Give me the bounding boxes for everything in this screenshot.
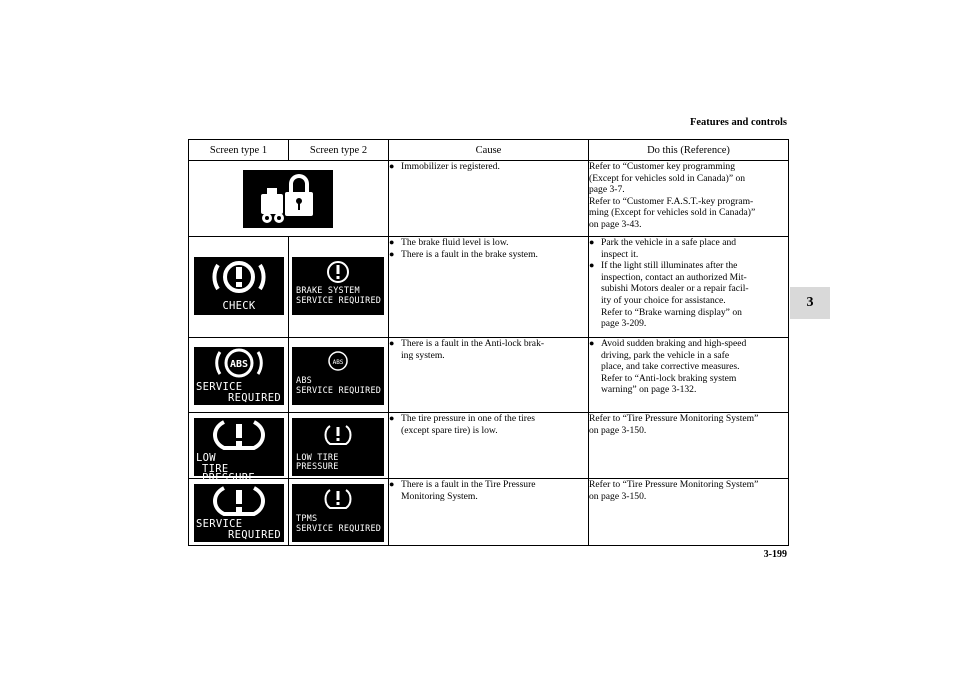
screen-label: SERVICE REQUIRED: [296, 386, 382, 396]
table-row: [189, 161, 789, 237]
dothis-cell: ● Avoid sudden braking and high-speed driving, park the vehicle in a safe place, and take corrective measures. Refer to “Anti-lock braking system warning” on page 3-132.: [589, 338, 789, 413]
immobilizer-screen: [243, 170, 333, 228]
screen-cell: [189, 413, 289, 484]
tire-pressure-icon: [292, 418, 384, 450]
bullet-icon: ●: [589, 338, 595, 348]
screen-label: SERVICE: [196, 518, 243, 530]
dothis-cell: Refer to “Customer key programming (Except for vehicles sold in Canada)” on page 3-7. Refer to “Customer F.A.S.T.-key program- ming (Except for vehicles sold in Canada)” on page 3-43.: [589, 161, 789, 237]
cause-cell: ● There is a fault in the Anti-lock brak- ing system.: [389, 338, 589, 413]
table-row: [189, 413, 789, 479]
screen-cell: [289, 237, 389, 338]
cause-cell: ● There is a fault in the Tire Pressure Monitoring System.: [389, 479, 589, 546]
screen-label: TPMS: [296, 514, 318, 524]
screen-cell: [289, 338, 389, 413]
column-header: Screen type 2: [289, 140, 389, 161]
screen-label: REQUIRED: [228, 392, 281, 404]
page-number: 3-199: [763, 549, 787, 560]
chapter-number: 3: [806, 295, 814, 310]
bullet-icon: ●: [389, 248, 395, 259]
screen-label: CHECK: [222, 300, 256, 312]
brake-check-screen: [194, 257, 284, 315]
screen-label: SERVICE REQUIRED: [296, 524, 382, 534]
page-header-title: Features and controls: [689, 117, 787, 128]
low-tire-screen-1: [194, 418, 284, 484]
screen-cell: [289, 479, 389, 546]
dothis-cell: ● Park the vehicle in a safe place and inspect it. ● If the light still illuminates after the inspection, contact an authorized Mit- subishi Motors dealer or a repair facil- ity of your choice for assistance. Refer to “Brake warning display” on page 3-209.: [589, 237, 789, 338]
bullet-icon: ●: [589, 260, 595, 271]
screen-label: SERVICE REQUIRED: [296, 296, 382, 306]
warning-display-table: [188, 139, 789, 546]
dothis-cell: Refer to “Tire Pressure Monitoring System” on page 3-150.: [589, 413, 789, 479]
bullet-icon: ●: [389, 237, 395, 247]
tire-pressure-icon: [292, 484, 384, 514]
low-tire-screen-2: [292, 418, 384, 476]
column-header: Do this (Reference): [589, 140, 789, 161]
screen-cell: [189, 479, 289, 546]
abs-circle-icon: [292, 347, 384, 377]
screen-cell: [189, 161, 389, 237]
screen-label: TIRE PRESSURE: [202, 463, 255, 484]
tire-pressure-warning-icon: [194, 418, 284, 452]
cause-cell: ● The brake fluid level is low. ● There is a fault in the brake system.: [389, 237, 589, 338]
screen-label: LOW: [196, 452, 216, 464]
column-header: Screen type 1: [189, 140, 289, 161]
exclamation-circle-icon: [292, 257, 384, 287]
svg-text:ABS: ABS: [332, 359, 344, 366]
screen-cell: [289, 413, 389, 479]
screen-label: SERVICE: [196, 381, 243, 393]
tpms-service-screen-1: [194, 484, 284, 542]
brake-service-screen: [292, 257, 384, 315]
screen-label: ABS: [296, 376, 312, 386]
screen-cell: [189, 338, 289, 413]
bullet-icon: ●: [389, 413, 395, 423]
abs-service-screen-1: [194, 347, 284, 405]
cause-cell: ● Immobilizer is registered.: [389, 161, 589, 237]
tire-pressure-warning-icon: [194, 484, 284, 518]
table-row: [189, 479, 789, 546]
table-header-row: [189, 140, 789, 161]
chapter-tab: [790, 287, 830, 319]
screen-label: LOW TIRE PRESSURE: [296, 453, 339, 472]
dothis-cell: Refer to “Tire Pressure Monitoring System” on page 3-150.: [589, 479, 789, 546]
bullet-icon: ●: [589, 237, 595, 247]
abs-warning-icon: [194, 347, 284, 381]
cause-cell: ● The tire pressure in one of the tires (except spare tire) is low.: [389, 413, 589, 479]
abs-service-screen-2: [292, 347, 384, 405]
screen-label: BRAKE SYSTEM: [296, 286, 360, 296]
screen-label: REQUIRED: [228, 529, 281, 541]
column-header: Cause: [389, 140, 589, 161]
bullet-icon: ●: [389, 479, 395, 489]
tpms-service-screen-2: [292, 484, 384, 542]
table-row: [189, 338, 789, 413]
immobilizer-key-lock-icon: [243, 170, 333, 228]
table-row: [189, 237, 789, 338]
screen-cell: [189, 237, 289, 338]
svg-text:ABS: ABS: [229, 359, 249, 370]
bullet-icon: ●: [389, 161, 395, 171]
bullet-icon: ●: [389, 338, 395, 348]
